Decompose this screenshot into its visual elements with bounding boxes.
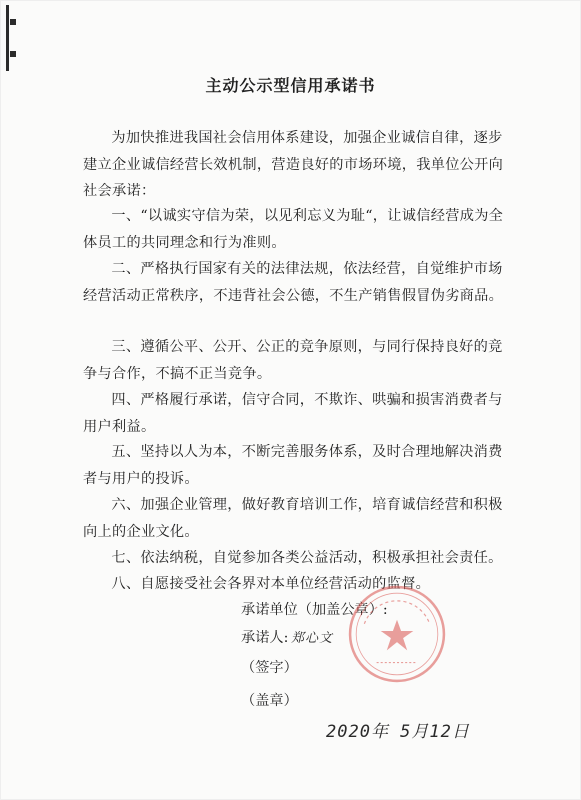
signatory-label: 承诺人: xyxy=(241,630,289,646)
sign-label: （签字） xyxy=(241,660,298,676)
scan-edge-marks xyxy=(6,5,18,71)
commitment-3: 三、遵循公平、公开、公正的竞争原则，与同行保持良好的竞争与合作，不搞不正当竞争。 xyxy=(83,339,503,382)
commitment-6: 六、加强企业管理，做好教育培训工作，培育诚信经营和积极向上的企业文化。 xyxy=(83,497,503,540)
commitment-1: 一、“以诚实守信为荣，以见利忘义为耻“，让诚信经营成为全体员工的共同理念和行为准则。 xyxy=(83,208,504,251)
handwritten-date: 2020年 5月12日 xyxy=(326,722,470,742)
commitment-4: 四、严格履行承诺，信守合同，不欺诈、哄骗和损害消费者与用户利益。 xyxy=(83,392,503,435)
company-seal-stamp xyxy=(346,583,448,685)
seal-label: （盖章） xyxy=(241,693,298,709)
handwritten-signature: 郑心文 xyxy=(291,631,334,646)
intro-paragraph: 为加快推进我国社会信用体系建设，加强企业诚信自律，逐步建立企业诚信经营长效机制，营造良好的市场环境，我单位公开向社会承诺： xyxy=(83,130,504,199)
document-title: 主动公示型信用承诺书 xyxy=(205,76,376,95)
commitment-8: 八、自愿接受社会各界对本单位经营活动的监督。 xyxy=(111,576,431,592)
commitment-7: 七、依法纳税，自觉参加各类公益活动，积极承担社会责任。 xyxy=(111,550,503,566)
signing-unit-label: 承诺单位（加盖公章）: xyxy=(241,602,388,618)
commitment-2: 二、严格执行国家有关的法律法规，依法经营，自觉维护市场经营活动正常秩序，不违背社会公德，不生产销售假冒伪劣商品。 xyxy=(83,261,504,304)
commitment-5: 五、坚持以人为本，不断完善服务体系，及时合理地解决消费者与用户的投诉。 xyxy=(83,444,503,487)
